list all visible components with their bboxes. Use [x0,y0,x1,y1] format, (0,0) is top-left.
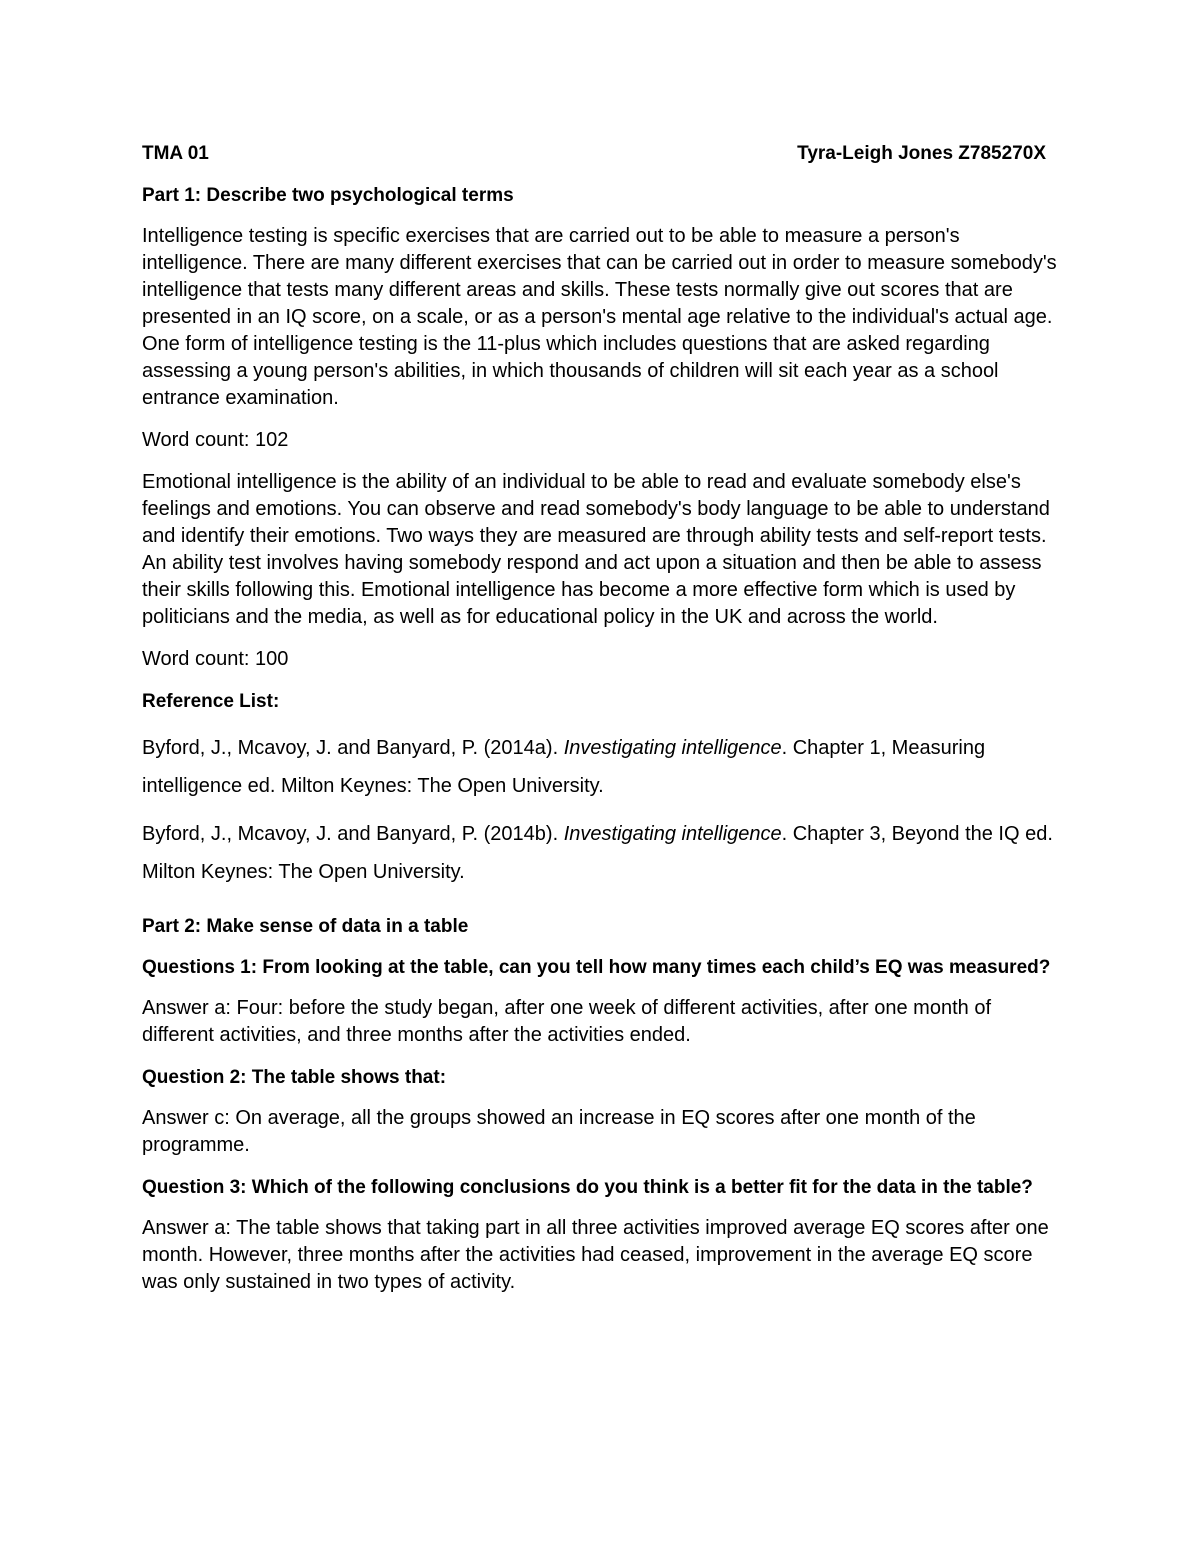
reference-1-details: . Chapter 1, Measuring intelligence ed. Milton Keynes: The Open University. [142,737,986,797]
question-3: Question 3: Which of the following conclusions do you think is a better fit for the data in the table? [142,1177,1033,1198]
intelligence-testing-paragraph: Intelligence testing is specific exercises that are carried out to be able to measure a person's intelligence. There are many different exercises that can be carried out in order to measure somebody's intelligence that tests many different areas and skills. These tests normally give out scores that are presented in an IQ score, on a scale, or as a person's mental age relative to the individual's actual age. One form of intelligence testing is the 11-plus which includes questions that are asked regarding assessing a young person's abilities, in which thousands of children will sit each year as a school entrance examination. [142,225,1057,409]
document-page [142,140,1062,1311]
reference-2-title: Investigating intelligence [563,823,782,845]
reference-1-authors: Byford, J., Mcavoy, J. and Banyard, P. (2014a). [142,737,564,759]
reference-1-title: Investigating intelligence [563,737,782,759]
student-name-id: Tyra-Leigh Jones Z785270X [797,143,1046,164]
answer-1: Answer a: Four: before the study began, after one week of different activities, after one month of different activities, and three months after the activities ended. [142,997,992,1046]
reference-item-2 [142,815,1062,891]
assignment-title: TMA 01 [142,143,209,164]
question-1: Questions 1: From looking at the table, can you tell how many times each child’s EQ was measured? [142,957,1051,978]
reference-list-heading: Reference List: [142,691,280,712]
document-header [142,140,1046,167]
part2-heading: Part 2: Make sense of data in a table [142,916,469,937]
emotional-intelligence-paragraph: Emotional intelligence is the ability of an individual to be able to read and evaluate somebody else's feelings and emotions. You can observe and read somebody's body language to be able to understand and identify their emotions. Two ways they are measured are through ability tests and self-report tests. An ability test involves having somebody respond and act upon a situation and then be able to assess their skills following this. Emotional intelligence has become a more effective form which is used by politicians and the media, as well as for educational policy in the UK and across the world. [142,471,1050,628]
word-count-2: Word count: 100 [142,648,289,670]
part1-heading: Part 1: Describe two psychological terms [142,185,514,206]
answer-3: Answer a: The table shows that taking part in all three activities improved average EQ scores after one month. However, three months after the activities had ceased, improvement in the average EQ score was only sustained in two types of activity. [142,1217,1049,1293]
reference-item-1 [142,729,1062,805]
reference-2-details: . Chapter 3, Beyond the IQ ed. Milton Keynes: The Open University. [142,823,1053,883]
word-count-1: Word count: 102 [142,429,289,451]
reference-2-authors: Byford, J., Mcavoy, J. and Banyard, P. (2014b). [142,823,564,845]
answer-2: Answer c: On average, all the groups showed an increase in EQ scores after one month of the programme. [142,1107,976,1156]
question-2: Question 2: The table shows that: [142,1067,447,1088]
